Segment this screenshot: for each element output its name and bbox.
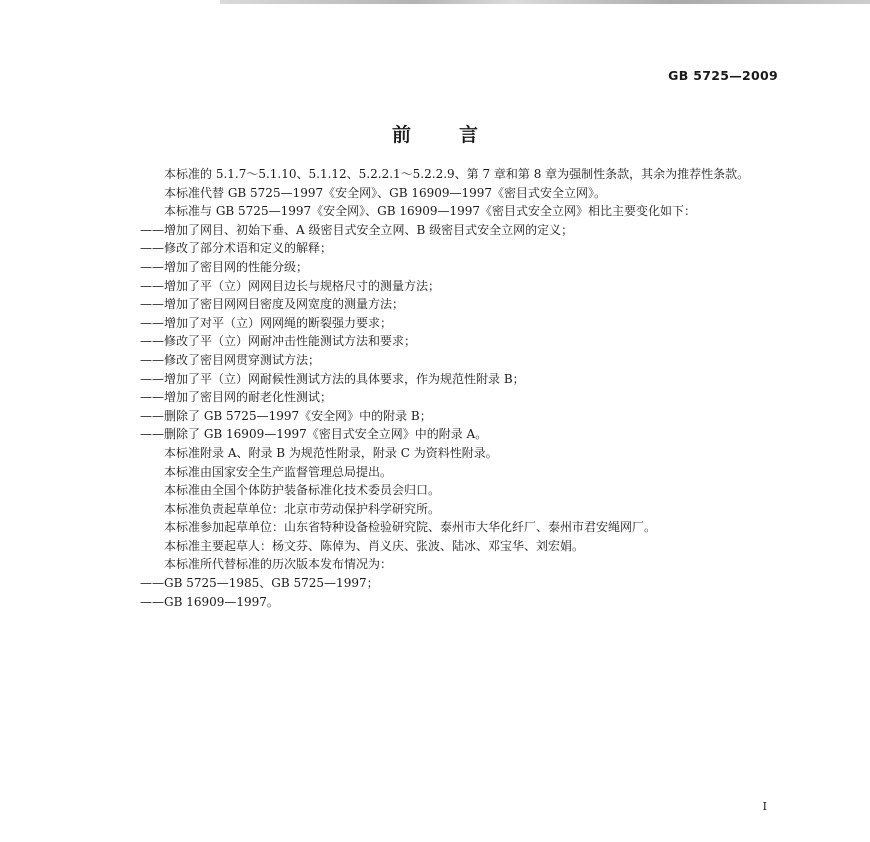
change-list-item: ——修改了平（立）网耐冲击性能测试方法和要求； (140, 334, 417, 349)
foreword-paragraph: 本标准参加起草单位：山东省特种设备检验研究院、泰州市大华化纤厂、泰州市君安绳网厂。 (164, 520, 657, 535)
foreword-paragraph: 本标准附录 A、附录 B 为规范性附录，附录 C 为资料性附录。 (164, 445, 498, 460)
scan-artifact (220, 0, 870, 4)
foreword-paragraph: 本标准与 GB 5725—1997《安全网》、GB 16909—1997《密目式安全立网》相比主要变化如下： (164, 204, 697, 219)
standard-code: GB 5725—2009 (668, 68, 778, 83)
change-list-item: ——增加了平（立）网耐候性测试方法的具体要求，作为规范性附录 B； (140, 371, 525, 386)
change-list-item: ——修改了密目网贯穿测试方法； (140, 352, 321, 367)
change-list-item: ——增加了密目网的性能分级； (140, 259, 309, 274)
foreword-body (140, 165, 780, 611)
change-list-item: ——删除了 GB 16909—1997《密目式安全立网》中的附录 A。 (140, 427, 488, 442)
title-char-2: 言 (459, 124, 479, 146)
title-char-1: 前 (391, 124, 411, 146)
page-title (0, 120, 870, 147)
change-list-item: ——增加了密目网网目密度及网宽度的测量方法； (140, 297, 405, 312)
foreword-paragraph: 本标准负责起草单位：北京市劳动保护科学研究所。 (164, 501, 441, 516)
version-list-item: ——GB 5725—1985、GB 5725—1997； (140, 576, 379, 591)
page-number: I (762, 800, 767, 813)
foreword-paragraph: 本标准所代替标准的历次版本发布情况为： (164, 557, 393, 572)
change-list-item: ——删除了 GB 5725—1997《安全网》中的附录 B； (140, 408, 432, 423)
foreword-paragraph: 本标准由全国个体防护装备标准化技术委员会归口。 (164, 483, 441, 498)
foreword-paragraph: 本标准由国家安全生产监督管理总局提出。 (164, 464, 393, 479)
change-list-item: ——增加了平（立）网网目边长与规格尺寸的测量方法； (140, 278, 441, 293)
change-list-item: ——修改了部分术语和定义的解释； (140, 241, 333, 256)
version-list-item: ——GB 16909—1997。 (140, 594, 279, 609)
foreword-paragraph: 本标准主要起草人：杨文芬、陈倬为、肖义庆、张波、陆冰、邓宝华、刘宏娟。 (164, 538, 585, 553)
change-list-item: ——增加了对平（立）网网绳的断裂强力要求； (140, 315, 393, 330)
foreword-paragraph: 本标准的 5.1.7～5.1.10、5.1.12、5.2.2.1～5.2.2.9、第 7 章和第 8 章为强制性条款，其余为推荐性条款。 (164, 167, 750, 181)
change-list-item: ——增加了密目网的耐老化性测试； (140, 390, 333, 405)
change-list-item: ——增加了网目、初始下垂、A 级密目式安全立网、B 级密目式安全立网的定义； (140, 222, 574, 237)
foreword-paragraph: 本标准代替 GB 5725—1997《安全网》、GB 16909—1997《密目式安全立网》。 (164, 185, 607, 200)
